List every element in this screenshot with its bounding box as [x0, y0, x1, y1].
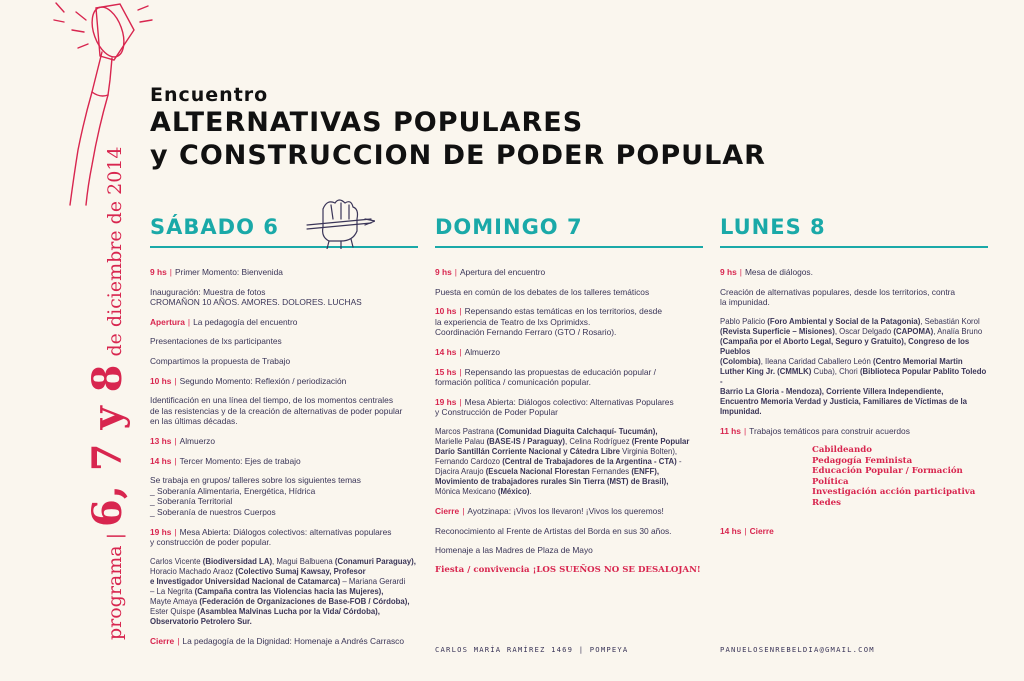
participant-org: (Campaña por el Aborto Legal, Seguro y Gratuito), Congreso de los Pueblos [720, 336, 970, 356]
item-text: Tercer Momento: Ejes de trabajo [179, 455, 301, 466]
event-title [150, 84, 766, 172]
time-label: 14 hs [435, 346, 457, 357]
time-label: 15 hs [435, 366, 457, 377]
section-label: Apertura [150, 316, 185, 327]
participant-org: Observatorio Petrolero Sur. [150, 616, 252, 626]
participant-org: (Escuela Nacional Florestan [485, 466, 590, 476]
item-text: Creación de alternativas populares, desde los territorios, contra [720, 286, 956, 297]
participant-org: Encuentro Memoria Verdad y Justicia, Familiares de Víctimas de la Impunidad. [720, 396, 967, 416]
participant-org: (Central de Trabajadores de la Argentina - CTA) [502, 456, 677, 466]
item-text: Mesa Abierta: Diálogos colectivos: alternativas populares [179, 526, 392, 537]
item-text: Identificación en una línea del tiempo, de los momentos centrales [150, 395, 394, 406]
teal-rule [435, 246, 703, 248]
item-text: la impunidad. [720, 297, 770, 308]
item-text: y Construcción de Poder Popular [435, 407, 558, 418]
teal-rule [150, 246, 418, 248]
participant-org: (Centro Memorial Martin [872, 356, 963, 366]
item-text: formación política / comunicación popular. [435, 377, 591, 388]
item-text: CROMAÑON 10 AÑOS. AMORES. DOLORES. LUCHAS [150, 297, 362, 308]
participant-name: Marcos Pastrana [435, 426, 497, 436]
participant-org: (Comunidad Diaguita Calchaquí- Tucumán), [496, 426, 658, 436]
participant-org: (Frente Popular [631, 436, 690, 446]
participant-name: , Magui Balbuena [272, 556, 335, 566]
domingo-item-1 [435, 267, 703, 278]
participant-name: Horacio Machado Araoz [150, 566, 236, 576]
sabado-item-5: Compartimos la propuesta de Trabajo [150, 355, 291, 366]
participant-org: (Federación de Organizaciones de Base-FOB / Córdoba), [199, 596, 410, 606]
participant-org: (Colectivo Sumaj Kawsay, Profesor [235, 566, 366, 576]
participant-name: Pablo Palicio [720, 316, 768, 326]
participant-org: (Conamuri Paraguay), [334, 556, 416, 566]
day-title-lunes: LUNES 8 [720, 215, 826, 239]
column-lunes [720, 212, 988, 546]
title-line-2: ALTERNATIVAS POPULARES [150, 107, 584, 138]
participant-name: , Celina Rodríguez [565, 436, 632, 446]
time-label: 11 hs [720, 425, 741, 436]
sabado-item-7 [150, 395, 418, 427]
participant-name: , Analía Bruno [933, 326, 983, 336]
participant-name: , Oscar Delgado [834, 326, 894, 336]
sabado-item-8 [150, 436, 418, 447]
lunes-item-1 [720, 267, 988, 278]
side-month: de diciembre de 2014 [104, 146, 126, 357]
participant-name: Mayte Amaya [150, 596, 200, 606]
separator: | [174, 435, 177, 446]
separator: | [187, 316, 191, 327]
participant-org: (Asamblea Malvinas Lucha por la Vida/ Córdoba), [197, 606, 380, 616]
participant-org: (BASE-IS / Paraguay) [486, 436, 566, 446]
separator: | [177, 635, 180, 646]
workshop-item: Educación Popular / Formación Política [812, 466, 963, 487]
item-text: La pedagogía del encuentro [193, 316, 298, 327]
separator: | [169, 267, 172, 277]
participant-org: Barrio La Gloria - Mendoza), Corriente Villera Independiente, [720, 386, 944, 396]
lunes-item-5 [720, 526, 988, 537]
item-text: Mesa de diálogos. [744, 267, 813, 277]
separator: | [459, 346, 462, 357]
separator: | [174, 375, 177, 386]
separator: | [174, 526, 177, 537]
participant-org: (Biodiversidad LA) [202, 556, 273, 566]
domingo-participants [435, 427, 703, 497]
side-date-label [84, 147, 131, 640]
participant-name: Carlos Vicente [150, 556, 203, 566]
lunes-item-2 [720, 287, 988, 308]
participant-org: (Campaña contra las Violencias hacia las Mujeres), [194, 586, 384, 596]
separator: | [459, 366, 462, 377]
sabado-participants [150, 557, 418, 627]
domingo-item-4 [435, 347, 703, 358]
workshop-item: Redes [812, 497, 841, 508]
time-label: 13 hs [150, 435, 172, 446]
lunes-item-4 [720, 426, 988, 437]
sabado-item-6 [150, 376, 418, 387]
section-label: Cierre [150, 635, 175, 646]
time-label: 9 hs [435, 267, 452, 277]
sabado-item-11 [150, 527, 418, 548]
domingo-item-8 [435, 506, 703, 517]
separator: | [459, 306, 462, 317]
participant-org: (ENFF), [631, 466, 660, 476]
domingo-item-5 [435, 367, 703, 388]
participant-org: (Biblioteca Popular Pablito Toledo - [720, 366, 987, 386]
participant-name: – Mariana Gerardi [340, 576, 406, 586]
time-label: 14 hs [720, 526, 742, 537]
lunes-participants [720, 317, 988, 417]
participant-org: (CAPOMA) [893, 326, 934, 336]
sabado-item-9 [150, 456, 418, 467]
item-text: Ayotzinapa: ¡Vivos los llevaron! ¡Vivos los queremos! [467, 505, 664, 516]
item-text: Segundo Momento: Reflexión / periodización [179, 375, 347, 386]
teal-rule [720, 246, 988, 248]
item-text: y construcción de poder popular. [150, 537, 272, 548]
sabado-item-13 [150, 636, 418, 647]
item-text: Apertura del encuentro [459, 267, 546, 277]
separator: | [454, 267, 457, 277]
workshop-item: Pedagogía Feminista [812, 455, 913, 466]
side-separator: | [104, 532, 126, 540]
participant-org: (Foro Ambiental y Social de la Patagonia) [767, 316, 921, 326]
domingo-item-9: Reconocimiento al Frente de Artistas del Borda en sus 30 años. [435, 525, 672, 536]
sabado-item-3 [150, 317, 418, 328]
participant-org: e Investigador Universidad Nacional de Catamarca) [150, 576, 341, 586]
item-text: Repensando estas temáticas en los territorios, desde [464, 306, 662, 317]
day-title-sabado: SÁBADO 6 [150, 215, 279, 239]
title-line-1: Encuentro [150, 84, 269, 106]
footer-email: PANUELOSENREBELDIA@GMAIL.COM [720, 645, 875, 654]
title-line-3: y CONSTRUCCION DE PODER POPULAR [150, 140, 766, 171]
item-text: Almuerzo [179, 435, 215, 446]
sabado-item-1 [150, 267, 418, 278]
time-label: 9 hs [150, 267, 167, 277]
item-text: Almuerzo [464, 346, 500, 357]
separator: | [174, 455, 177, 466]
time-label: 19 hs [435, 396, 457, 407]
time-label: 9 hs [720, 267, 737, 277]
item-text: _ Soberanía Alimentaria, Energética, Hídrica [150, 485, 316, 496]
participant-name: Fernandes [589, 466, 632, 476]
participant-name: , Sebastián Korol [920, 316, 980, 326]
participant-org: Movimiento de trabajadores rurales Sin Tierra (MST) de Brasil), [435, 476, 669, 486]
time-label: 14 hs [150, 455, 172, 466]
item-text: Coordinación Fernando Ferraro (GTO / Rosario). [435, 327, 617, 338]
participant-org: Darío Santillán Corriente Nacional y Cátedra Libre [435, 446, 621, 456]
workshop-item: Investigación acción participativa [812, 487, 976, 498]
workshop-list [812, 445, 988, 508]
time-label: 19 hs [150, 526, 172, 537]
participant-name: . [529, 486, 532, 496]
item-text: en las últimas décadas. [150, 416, 238, 427]
separator: | [462, 505, 465, 516]
day-title-domingo: DOMINGO 7 [435, 215, 583, 239]
participant-name: Djacira Araujo [435, 466, 486, 476]
participant-name: Mónica Mexicano [435, 486, 498, 496]
participant-name: Cuba), Chori [811, 366, 860, 376]
item-text: la experiencia de Teatro de lxs Oprimidxs. [435, 316, 591, 327]
participant-name: Virginia Bolten), [620, 446, 678, 456]
side-program-word: programa [104, 545, 126, 640]
participant-name: , Ileana Caridad Caballero León [760, 356, 873, 366]
column-domingo [435, 212, 703, 584]
item-text: Mesa Abierta: Diálogos colectivo: Alternativas Populares [464, 396, 674, 407]
time-label: 10 hs [435, 306, 457, 317]
item-text: de las resistencias y de la creación de alternativas de poder popular [150, 405, 403, 416]
item-text: Se trabaja en grupos/ talleres sobre los siguientes temas [150, 475, 361, 486]
participant-name: Ester Quispe [150, 606, 198, 616]
participant-name: – La Negrita [150, 586, 195, 596]
separator: | [744, 526, 747, 537]
fist-pencil-icon [305, 197, 375, 249]
item-text: Primer Momento: Bienvenida [174, 267, 283, 277]
section-label: Cierre [435, 505, 460, 516]
side-days: 6, 7 y 8 [84, 364, 131, 527]
participant-name: Marielle Palau [435, 436, 487, 446]
domingo-fiesta: Fiesta / convivencia ¡LOS SUEÑOS NO SE DESALOJAN! [435, 564, 701, 575]
workshop-item: Cabildeando [812, 445, 872, 456]
domingo-item-2: Puesta en común de los debates de los talleres temáticos [435, 286, 650, 297]
domingo-item-10: Homenaje a las Madres de Plaza de Mayo [435, 545, 593, 556]
item-text: Trabajos temáticos para construir acuerdos [749, 425, 910, 436]
footer-address: CARLOS MARÍA RAMÍREZ 1469 | POMPEYA [435, 645, 629, 654]
separator: | [459, 396, 462, 407]
item-text: Cierre [749, 526, 774, 537]
participant-org: (México) [497, 486, 530, 496]
item-text: _ Soberanía Territorial [150, 496, 233, 507]
item-text: _ Soberanía de nuestros Cuerpos [150, 506, 276, 517]
column-sabado [150, 212, 418, 655]
participant-org: (Revista Superficie – Misiones) [720, 326, 835, 336]
time-label: 10 hs [150, 375, 172, 386]
sabado-item-10 [150, 475, 418, 517]
sabado-item-4: Presentaciones de lxs participantes [150, 336, 282, 347]
separator: | [739, 267, 742, 277]
domingo-item-6 [435, 397, 703, 418]
sabado-item-2 [150, 287, 418, 308]
item-text: Inauguración: Muestra de fotos [150, 286, 266, 297]
participant-name: Fernando Cardozo [435, 456, 503, 466]
separator: | [743, 425, 747, 436]
participant-name: - [676, 456, 682, 466]
participant-org: (Colombia) [720, 356, 761, 366]
participant-org: Luther King Jr. (CMMLK) [720, 366, 812, 376]
item-text: Repensando las propuestas de educación popular / [464, 366, 656, 377]
domingo-item-3 [435, 306, 703, 338]
item-text: La pedagogía de la Dignidad: Homenaje a Andrés Carrasco [182, 635, 405, 646]
